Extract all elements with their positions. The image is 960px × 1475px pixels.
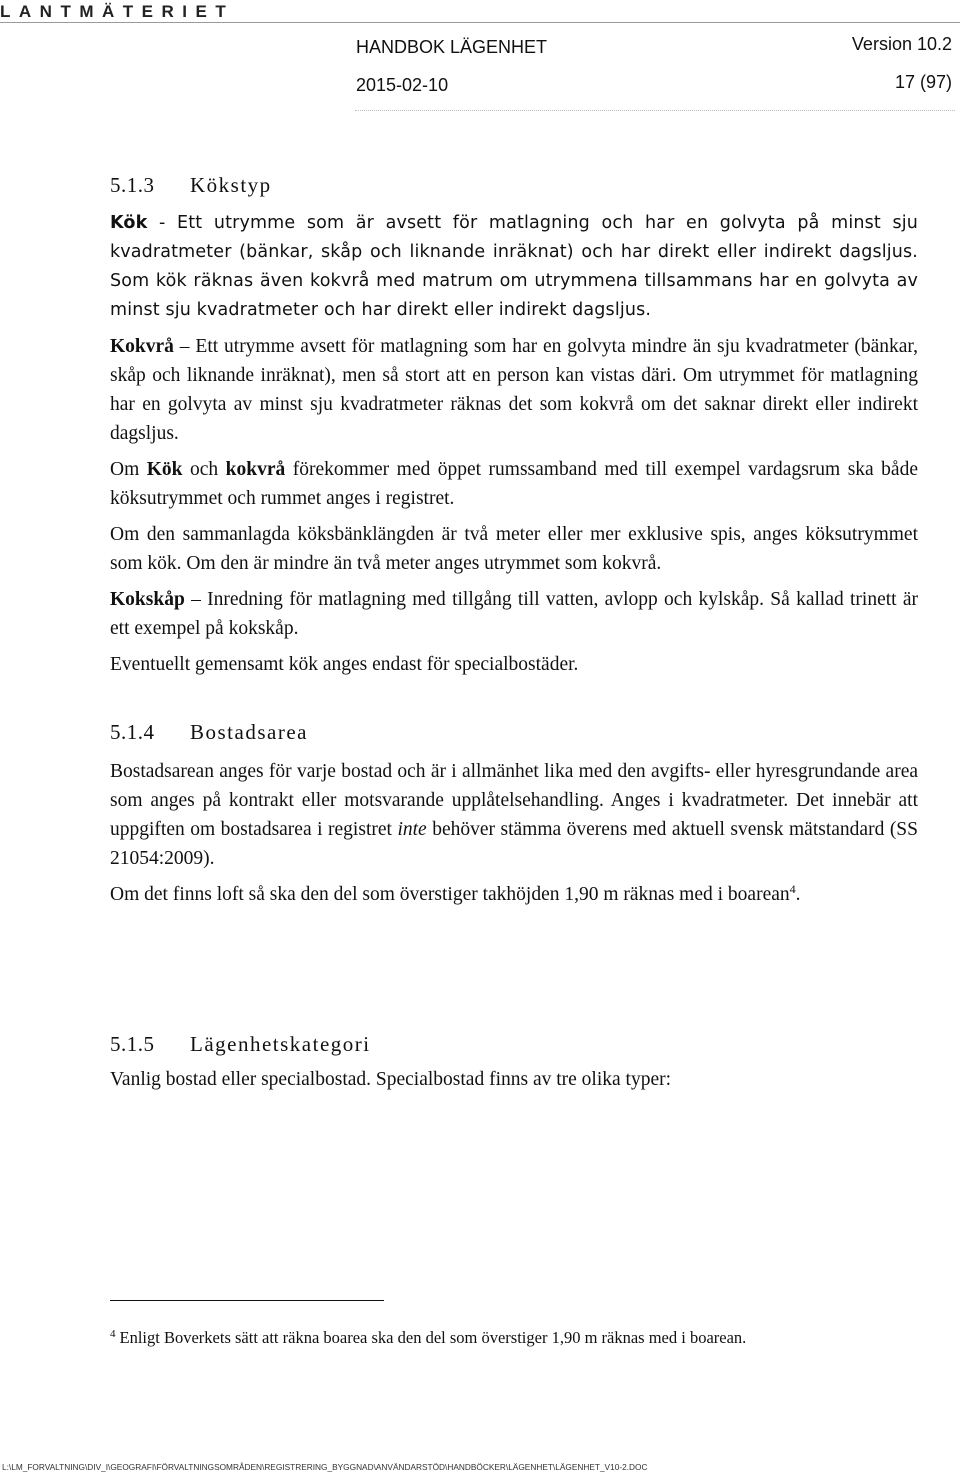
footnote-reference: 4 <box>789 882 796 896</box>
term-kokskap: Kokskåp <box>110 589 185 610</box>
paragraph-lagenhetskategori: Vanlig bostad eller specialbostad. Specialbostad finns av tre olika typer: <box>110 1069 672 1090</box>
page-number: 17 (97) <box>894 72 952 92</box>
document-version: Version 10.2 <box>851 34 952 54</box>
header-dotted-rule <box>355 110 955 111</box>
term-kok: Kök <box>110 213 148 233</box>
section-title: Bostadsarea <box>190 720 308 744</box>
footnote <box>110 1328 746 1348</box>
paragraph-shared-kitchen: Eventuellt gemensamt kök anges endast för specialbostäder. <box>110 654 579 675</box>
emphasis-inte: inte <box>397 819 427 840</box>
section-title: Kökstyp <box>190 173 272 197</box>
paragraph-bench-length: Om den sammanlagda köksbänklängden är två meter eller mer exklusive spis, anges köksutrymmet som kök. Om den är mindre än två meter anges utrymmet som kokvrå. <box>110 524 918 574</box>
section-number: 5.1.4 <box>110 720 155 744</box>
term-kokvra: Kokvrå <box>110 336 174 357</box>
footnote-separator <box>110 1300 384 1301</box>
brand-logo-text: LANTMÄTERIET <box>0 2 235 21</box>
footnote-text: Enligt Boverkets sätt att räkna boarea ska den del som överstiger 1,90 m räknas med i boarean. <box>119 1328 747 1347</box>
header-divider <box>0 22 960 23</box>
footer-file-path: L:\LM_FORVALTNING\DIV_I\GEOGRAFI\FÖRVALTNINGSOMRÅDEN\REGISTRERING_BYGGNAD\ANVÄNDARSTÖD\HANDBÖCKER\LÄGENHET\LÄGENHET_V10-2.DOC <box>2 1462 648 1472</box>
paragraph-loft: Om det finns loft så ska den del som överstiger takhöjden 1,90 m räknas med i boarean$^4$. <box>110 882 801 905</box>
paragraph-kok-definition: Kök - Ett utrymme som är avsett för matlagning och har en golvyta på minst sju kvadratmeter (bänkar, skåp och liknande inräknat) och har direkt eller indirekt dagsljus. Som kök räknas även kokvrå med matrum om utrymmena tillsammans har en golvyta av minst sju kvadratmeter och har direkt eller indirekt dagsljus. <box>110 213 918 320</box>
document-title: HANDBOK LÄGENHET <box>356 37 548 57</box>
section-heading-lagenhetskategori <box>110 1027 918 1061</box>
section-title: Lägenhetskategori <box>190 1032 371 1056</box>
section-number: 5.1.5 <box>110 1032 155 1056</box>
page-content <box>110 168 918 1094</box>
section-heading-kokstyp <box>110 168 918 202</box>
paragraph-kokvra-definition: Kokvrå – Ett utrymme avsett för matlagning som har en golvyta mindre än sju kvadratmeter (bänkar, skåp och liknande inräknat), men så stort att en person kan vistas däri. Om utrymmet för matlagning har en golvyta av minst sju kvadratmeter räknas det som kokvrå om det saknar direkt eller indirekt dagsljus. <box>110 336 918 444</box>
section-heading-bostadsarea <box>110 715 918 749</box>
paragraph-kokskap-definition: Kokskåp – Inredning för matlagning med tillgång till vatten, avlopp och kylskåp. Så kallad trinett är ett exempel på kokskåp. <box>110 589 918 639</box>
paragraph-bostadsarea: Bostadsarean anges för varje bostad och är i allmänhet lika med den avgifts- eller hyresgrundande area som anges på kontrakt eller motsvarande upplåtelsehandling. Anges i kvadratmeter. Det innebär att uppgiften om bostadsarea i registret inte behöver stämma överens med aktuell svensk mätstandard (SS 21054:2009). <box>110 761 918 869</box>
section-number: 5.1.3 <box>110 173 155 197</box>
paragraph-open-kitchen: Om Kök och kokvrå förekommer med öppet rumssamband med till exempel vardagsrum ska både köksutrymmet och rummet anges i registret. <box>110 459 918 509</box>
document-date: 2015-02-10 <box>356 75 449 95</box>
footnote-number: 4 <box>110 1328 116 1340</box>
